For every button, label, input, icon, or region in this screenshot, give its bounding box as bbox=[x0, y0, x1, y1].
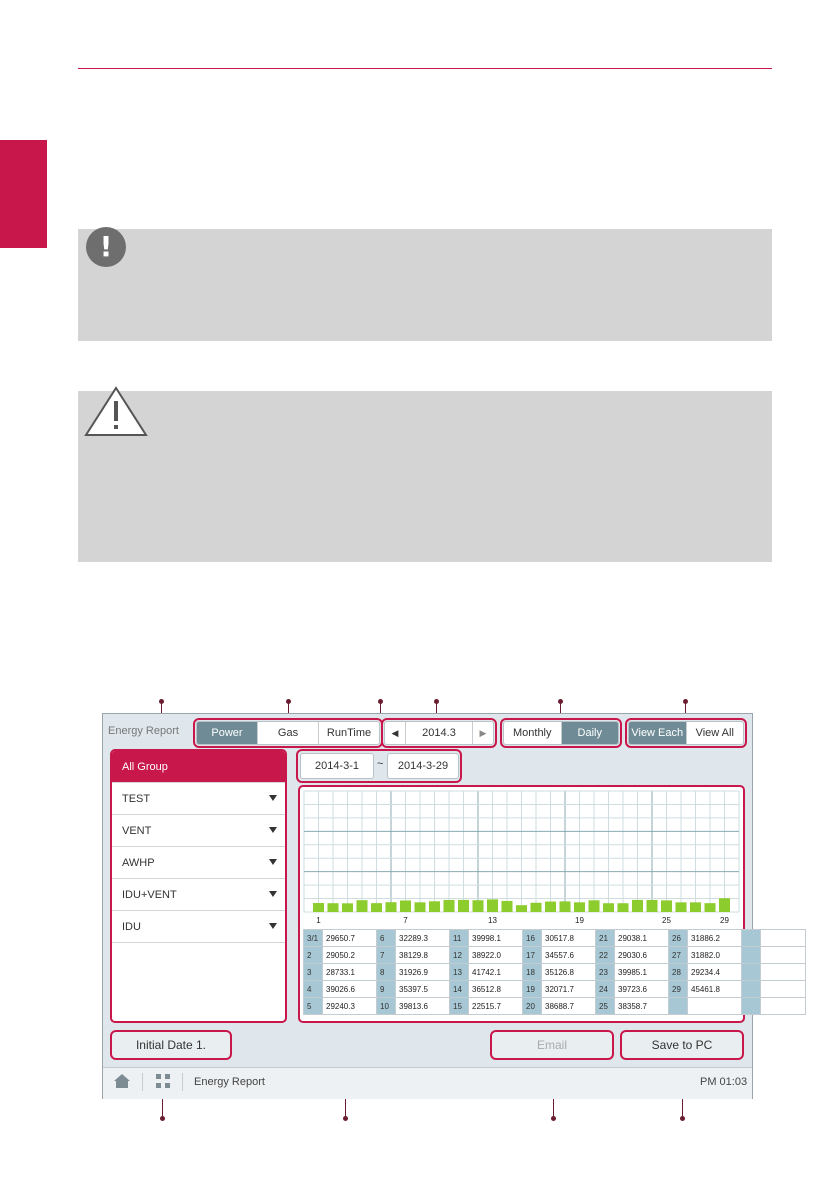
prev-month-button[interactable]: ◀ bbox=[391, 727, 399, 738]
energy-chart bbox=[302, 789, 741, 927]
chart-bar bbox=[574, 902, 585, 912]
day-cell: 7 bbox=[377, 947, 396, 964]
value-cell: 38358.7 bbox=[615, 998, 669, 1015]
group-item-idu-vent[interactable] bbox=[112, 879, 285, 911]
value-cell bbox=[761, 998, 806, 1015]
day-cell: 24 bbox=[596, 981, 615, 998]
day-cell: 18 bbox=[523, 964, 542, 981]
grid-menu-icon[interactable] bbox=[155, 1073, 171, 1089]
chart-bar bbox=[443, 900, 454, 912]
chart-bar bbox=[501, 901, 512, 912]
value-cell: 39813.6 bbox=[396, 998, 450, 1015]
day-cell: 3/1 bbox=[304, 930, 323, 947]
chart-bar bbox=[516, 905, 527, 912]
chart-bar bbox=[675, 902, 686, 912]
x-tick-label: 7 bbox=[403, 916, 408, 925]
day-cell: 12 bbox=[450, 947, 469, 964]
day-cell: 27 bbox=[669, 947, 688, 964]
chart-bar bbox=[356, 900, 367, 912]
caret-down-icon bbox=[269, 923, 277, 929]
tab-gas[interactable]: Gas bbox=[257, 722, 318, 744]
chapter-tab bbox=[0, 140, 47, 248]
tab-runtime[interactable]: RunTime bbox=[318, 722, 379, 744]
day-cell: 22 bbox=[596, 947, 615, 964]
group-item-label: IDU+VENT bbox=[122, 888, 177, 901]
value-cell: 29050.2 bbox=[323, 947, 377, 964]
value-cell: 38922.0 bbox=[469, 947, 523, 964]
day-cell: 19 bbox=[523, 981, 542, 998]
day-cell: 11 bbox=[450, 930, 469, 947]
day-cell: 5 bbox=[304, 998, 323, 1015]
chart-bar bbox=[559, 901, 570, 912]
caret-down-icon bbox=[269, 827, 277, 833]
chart-bar bbox=[690, 902, 701, 912]
month-value: 2014.3 bbox=[405, 722, 472, 744]
chart-bar bbox=[385, 902, 396, 912]
tab-daily[interactable]: Daily bbox=[561, 722, 619, 744]
callout-dot bbox=[558, 699, 563, 704]
x-tick-label: 29 bbox=[720, 916, 729, 925]
daily-values-table bbox=[303, 929, 806, 1015]
x-tick-label: 1 bbox=[316, 916, 321, 925]
view-tabs bbox=[628, 721, 744, 745]
group-item-awhp[interactable] bbox=[112, 847, 285, 879]
value-cell bbox=[688, 998, 742, 1015]
value-cell: 29234.4 bbox=[688, 964, 742, 981]
chart-bar bbox=[472, 900, 483, 912]
day-cell: 29 bbox=[669, 981, 688, 998]
energy-type-tabs bbox=[196, 721, 380, 745]
day-cell bbox=[669, 998, 688, 1015]
caution-icon bbox=[84, 385, 148, 437]
chart-bar bbox=[487, 899, 498, 912]
value-cell: 41742.1 bbox=[469, 964, 523, 981]
callout-dot bbox=[286, 699, 291, 704]
callout-dot bbox=[159, 699, 164, 704]
callout-dot bbox=[160, 1116, 165, 1121]
month-nav bbox=[384, 721, 494, 745]
chart-bar bbox=[646, 900, 657, 912]
breadcrumb: Energy Report bbox=[194, 1076, 265, 1088]
chart-bar bbox=[617, 903, 628, 912]
callout-dot bbox=[551, 1116, 556, 1121]
tab-monthly[interactable]: Monthly bbox=[512, 727, 552, 739]
value-cell: 29030.6 bbox=[615, 947, 669, 964]
value-cell bbox=[761, 930, 806, 947]
callout-dot bbox=[683, 699, 688, 704]
value-cell: 45461.8 bbox=[688, 981, 742, 998]
chart-bar bbox=[719, 898, 730, 912]
callout-dot bbox=[378, 699, 383, 704]
chart-bar bbox=[313, 903, 324, 912]
value-cell: 29650.7 bbox=[323, 930, 377, 947]
day-cell bbox=[742, 947, 761, 964]
chart-bar bbox=[603, 903, 614, 912]
value-cell: 32071.7 bbox=[542, 981, 596, 998]
callout-dot bbox=[680, 1116, 685, 1121]
day-cell bbox=[742, 981, 761, 998]
caret-down-icon bbox=[269, 795, 277, 801]
value-cell: 34557.6 bbox=[542, 947, 596, 964]
group-item-label: IDU bbox=[122, 920, 141, 933]
day-cell: 14 bbox=[450, 981, 469, 998]
tab-view-all[interactable]: View All bbox=[686, 722, 744, 744]
day-cell: 13 bbox=[450, 964, 469, 981]
value-cell: 29038.1 bbox=[615, 930, 669, 947]
divider bbox=[182, 1073, 183, 1091]
chart-bar bbox=[661, 900, 672, 912]
x-tick-label: 19 bbox=[575, 916, 584, 925]
group-item-vent[interactable] bbox=[112, 815, 285, 847]
table-row bbox=[304, 981, 806, 998]
day-cell: 4 bbox=[304, 981, 323, 998]
day-cell bbox=[742, 930, 761, 947]
date-separator: ~ bbox=[377, 758, 384, 770]
day-cell: 23 bbox=[596, 964, 615, 981]
clock: PM 01:03 bbox=[700, 1076, 748, 1088]
caret-down-icon bbox=[269, 859, 277, 865]
value-cell: 39723.6 bbox=[615, 981, 669, 998]
group-item-label: TEST bbox=[122, 792, 151, 805]
chart-bar bbox=[588, 900, 599, 912]
day-cell bbox=[742, 964, 761, 981]
group-item-label: VENT bbox=[122, 824, 152, 837]
note-box bbox=[78, 229, 772, 341]
value-cell bbox=[761, 981, 806, 998]
chart-bar bbox=[400, 900, 411, 912]
value-cell: 35126.8 bbox=[542, 964, 596, 981]
day-cell: 28 bbox=[669, 964, 688, 981]
value-cell: 38129.8 bbox=[396, 947, 450, 964]
divider bbox=[142, 1073, 143, 1091]
callout-dot bbox=[434, 699, 439, 704]
value-cell: 35397.5 bbox=[396, 981, 450, 998]
table-row bbox=[304, 930, 806, 947]
chart-bar bbox=[632, 900, 643, 912]
day-cell: 9 bbox=[377, 981, 396, 998]
day-cell: 2 bbox=[304, 947, 323, 964]
value-cell: 39985.1 bbox=[615, 964, 669, 981]
chart-bar bbox=[342, 903, 353, 912]
email-button[interactable]: Email bbox=[490, 1030, 614, 1060]
home-icon[interactable] bbox=[113, 1073, 131, 1089]
chart-bar bbox=[371, 903, 382, 912]
end-date-field[interactable]: 2014-3-29 bbox=[387, 753, 459, 779]
value-cell: 31886.2 bbox=[688, 930, 742, 947]
chart-bar bbox=[429, 901, 440, 912]
table-row bbox=[304, 998, 806, 1015]
value-cell: 32289.3 bbox=[396, 930, 450, 947]
day-cell: 15 bbox=[450, 998, 469, 1015]
period-tabs bbox=[503, 721, 619, 745]
chart-bar bbox=[545, 902, 556, 912]
tab-power[interactable]: Power bbox=[197, 722, 257, 744]
day-cell: 20 bbox=[523, 998, 542, 1015]
group-item-label: All Group bbox=[122, 760, 168, 773]
value-cell: 22515.7 bbox=[469, 998, 523, 1015]
chart-bar bbox=[704, 903, 715, 912]
group-list bbox=[110, 749, 287, 1023]
start-date-field[interactable]: 2014-3-1 bbox=[300, 753, 374, 779]
day-cell: 17 bbox=[523, 947, 542, 964]
value-cell bbox=[761, 964, 806, 981]
callout-dot bbox=[343, 1116, 348, 1121]
caret-down-icon bbox=[269, 891, 277, 897]
x-tick-label: 25 bbox=[662, 916, 671, 925]
value-cell: 30517.8 bbox=[542, 930, 596, 947]
value-cell bbox=[761, 947, 806, 964]
day-cell: 8 bbox=[377, 964, 396, 981]
day-cell: 10 bbox=[377, 998, 396, 1015]
value-cell: 38688.7 bbox=[542, 998, 596, 1015]
day-cell: 21 bbox=[596, 930, 615, 947]
group-item-label: AWHP bbox=[122, 856, 155, 869]
group-item-all-group[interactable] bbox=[112, 751, 285, 783]
table-row bbox=[304, 964, 806, 981]
value-cell: 31882.0 bbox=[688, 947, 742, 964]
caution-box bbox=[78, 391, 772, 562]
save-to-pc-button[interactable]: Save to PC bbox=[620, 1030, 744, 1060]
day-cell: 25 bbox=[596, 998, 615, 1015]
group-item-idu[interactable] bbox=[112, 911, 285, 943]
chart-bar bbox=[414, 902, 425, 912]
chart-bar bbox=[458, 900, 469, 912]
initial-date-button[interactable]: Initial Date 1. bbox=[110, 1030, 232, 1060]
value-cell: 29240.3 bbox=[323, 998, 377, 1015]
table-row bbox=[304, 947, 806, 964]
day-cell: 6 bbox=[377, 930, 396, 947]
value-cell: 28733.1 bbox=[323, 964, 377, 981]
tab-view-each[interactable]: View Each bbox=[629, 722, 686, 744]
value-cell: 31926.9 bbox=[396, 964, 450, 981]
value-cell: 36512.8 bbox=[469, 981, 523, 998]
chart-bar bbox=[530, 903, 541, 912]
x-tick-label: 13 bbox=[488, 916, 497, 925]
value-cell: 39026.6 bbox=[323, 981, 377, 998]
chart-bar bbox=[327, 903, 338, 912]
next-month-button[interactable]: ▶ bbox=[472, 722, 493, 744]
day-cell bbox=[742, 998, 761, 1015]
header-rule bbox=[78, 68, 772, 69]
value-cell: 39998.1 bbox=[469, 930, 523, 947]
day-cell: 26 bbox=[669, 930, 688, 947]
note-icon: ! bbox=[86, 227, 126, 267]
day-cell: 16 bbox=[523, 930, 542, 947]
group-item-test[interactable] bbox=[112, 783, 285, 815]
day-cell: 3 bbox=[304, 964, 323, 981]
app-title: Energy Report bbox=[108, 725, 179, 737]
